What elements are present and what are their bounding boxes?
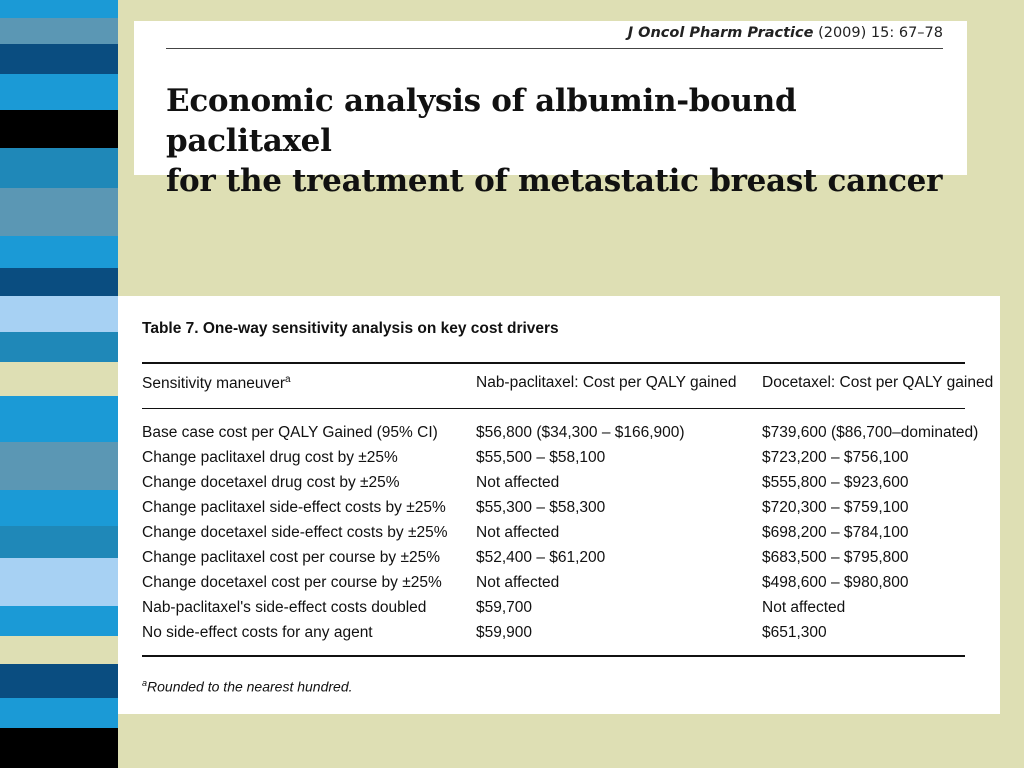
row-maneuver: Base case cost per QALY Gained (95% CI) xyxy=(142,424,438,441)
row-nab-paclitaxel-value: $56,800 ($34,300 – $166,900) xyxy=(476,424,685,441)
row-maneuver: Change paclitaxel cost per course by ±25% xyxy=(142,549,441,566)
table-footnote: $^a$Rounded to the nearest hundred. xyxy=(142,678,353,695)
row-docetaxel-value: Not affected xyxy=(762,599,846,616)
row-docetaxel-value: $651,300 xyxy=(762,624,827,641)
table-row xyxy=(142,499,982,524)
table-body xyxy=(142,424,982,649)
column-header-docetaxel: Docetaxel: Cost per QALY gained xyxy=(762,374,994,391)
title-line-2: for the treatment of metastatic breast cancer xyxy=(166,163,943,199)
table-row xyxy=(142,549,982,574)
decorative-strip xyxy=(0,0,118,768)
table-row xyxy=(142,474,982,499)
row-maneuver: Change docetaxel drug cost by ±25% xyxy=(142,474,400,491)
row-nab-paclitaxel-value: $52,400 – $61,200 xyxy=(476,549,606,566)
title-line-1: Economic analysis of albumin-bound paclitaxel xyxy=(166,83,797,159)
table-bottom-rule xyxy=(142,655,965,657)
paper-title xyxy=(166,81,966,201)
row-maneuver: Change docetaxel side-effect costs by ±25% xyxy=(142,524,448,541)
row-maneuver: Change docetaxel cost per course by ±25% xyxy=(142,574,442,591)
row-nab-paclitaxel-value: $59,700 xyxy=(476,599,533,616)
row-nab-paclitaxel-value: Not affected xyxy=(476,524,560,541)
row-maneuver: Nab-paclitaxel's side-effect costs doubled xyxy=(142,599,427,616)
row-nab-paclitaxel-value: Not affected xyxy=(476,574,560,591)
row-docetaxel-value: $683,500 – $795,800 xyxy=(762,549,909,566)
title-card xyxy=(134,21,967,199)
table-row xyxy=(142,424,982,449)
row-nab-paclitaxel-value: $59,900 xyxy=(476,624,533,641)
table-card xyxy=(118,296,1000,714)
table-row xyxy=(142,624,982,649)
row-nab-paclitaxel-value: $55,300 – $58,300 xyxy=(476,499,606,516)
title-rule xyxy=(166,48,943,49)
table-header-rule xyxy=(142,408,965,409)
row-docetaxel-value: $498,600 – $980,800 xyxy=(762,574,909,591)
row-docetaxel-value: $739,600 ($86,700–dominated) xyxy=(762,424,979,441)
table-row xyxy=(142,599,982,624)
row-docetaxel-value: $720,300 – $759,100 xyxy=(762,499,909,516)
table-top-rule xyxy=(142,362,965,364)
column-header-nab-paclitaxel: Nab-paclitaxel: Cost per QALY gained xyxy=(476,374,737,391)
row-maneuver: Change paclitaxel drug cost by ±25% xyxy=(142,449,398,466)
table-caption: Table 7. One-way sensitivity analysis on key cost drivers xyxy=(142,320,559,337)
row-docetaxel-value: $555,800 – $923,600 xyxy=(762,474,909,491)
row-nab-paclitaxel-value: $55,500 – $58,100 xyxy=(476,449,606,466)
journal-citation xyxy=(628,25,943,41)
row-docetaxel-value: $698,200 – $784,100 xyxy=(762,524,909,541)
row-docetaxel-value: $723,200 – $756,100 xyxy=(762,449,909,466)
row-maneuver: Change paclitaxel side-effect costs by ±25% xyxy=(142,499,446,516)
row-nab-paclitaxel-value: Not affected xyxy=(476,474,560,491)
column-header-maneuver: Sensitivity maneuver$^a$ xyxy=(142,374,291,393)
row-maneuver: No side-effect costs for any agent xyxy=(142,624,373,641)
table-row xyxy=(142,449,982,474)
citation-details: (2009) 15: 67–78 xyxy=(813,25,943,41)
journal-name: J Oncol Pharm Practice xyxy=(627,25,814,41)
table-row xyxy=(142,574,982,599)
table-row xyxy=(142,524,982,549)
